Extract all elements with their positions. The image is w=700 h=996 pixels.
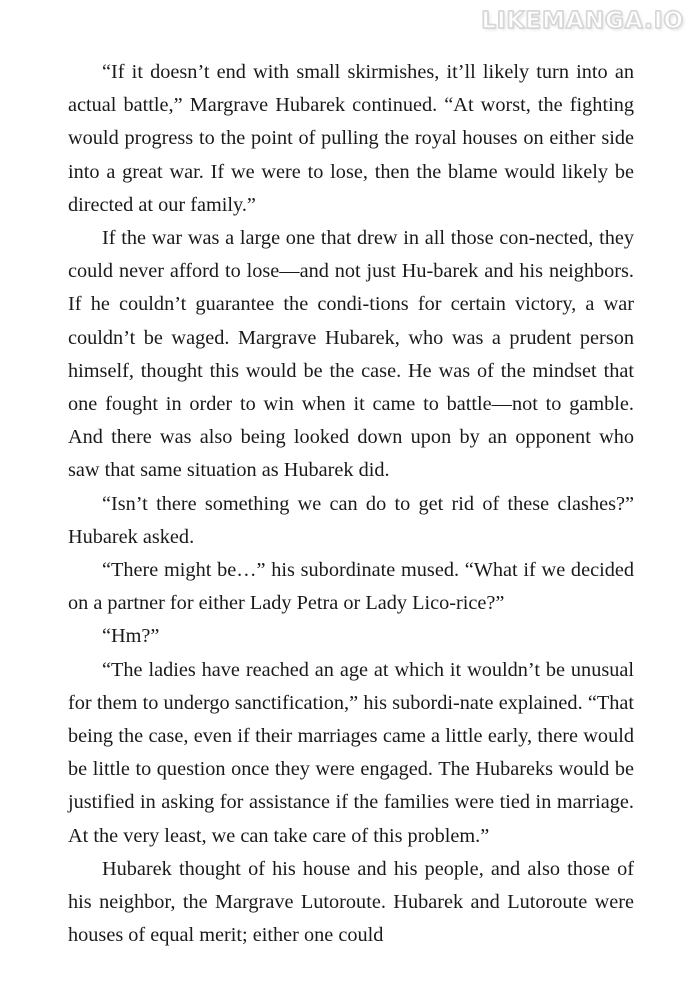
paragraph: If the war was a large one that drew in all those con-nected, they could never afford to lose—and not just Hu-barek and his neighbors. If he couldn’t guarantee the condi-tions for certain victory, a war couldn’t be waged. Margrave Hubarek, who was a prudent person himself, thought this would be the case. He was of the mindset that one fought in order to win when it came to battle—not to gamble. And there was also being looked down upon by an opponent who saw that same situation as Hubarek did. [68,227,634,482]
paragraph: “Hm?” [102,625,160,648]
paragraph: “If it doesn’t end with small skirmishes, it’ll likely turn into an actual battle,” Margrave Hubarek continued. “At worst, the fighting would progress to the point of pulling the royal houses on either side into a great war. If we were to lose, then the blame would likely be directed at our family.” [68,61,634,216]
page-body [68,56,634,952]
paragraph: “There might be…” his subordinate mused. “What if we decided on a partner for either Lady Petra or Lady Lico-rice?” [68,559,634,615]
paragraph: Hubarek thought of his house and his people, and also those of his neighbor, the Margrave Lutoroute. Hubarek and Lutoroute were houses of equal merit; either one could [68,857,634,947]
paragraph: “Isn’t there something we can do to get rid of these clashes?” Hubarek asked. [68,492,634,548]
paragraph: “The ladies have reached an age at which it wouldn’t be unusual for them to undergo sanctification,” his subordi-nate explained. “That being the case, even if their marriages came a little early, there would be little to question once they were engaged. The Hubareks would be justified in asking for assistance if the families were tied in marriage. At the very least, we can take care of this problem.” [68,658,634,847]
site-watermark: LIKEMANGA.IO [481,8,684,34]
